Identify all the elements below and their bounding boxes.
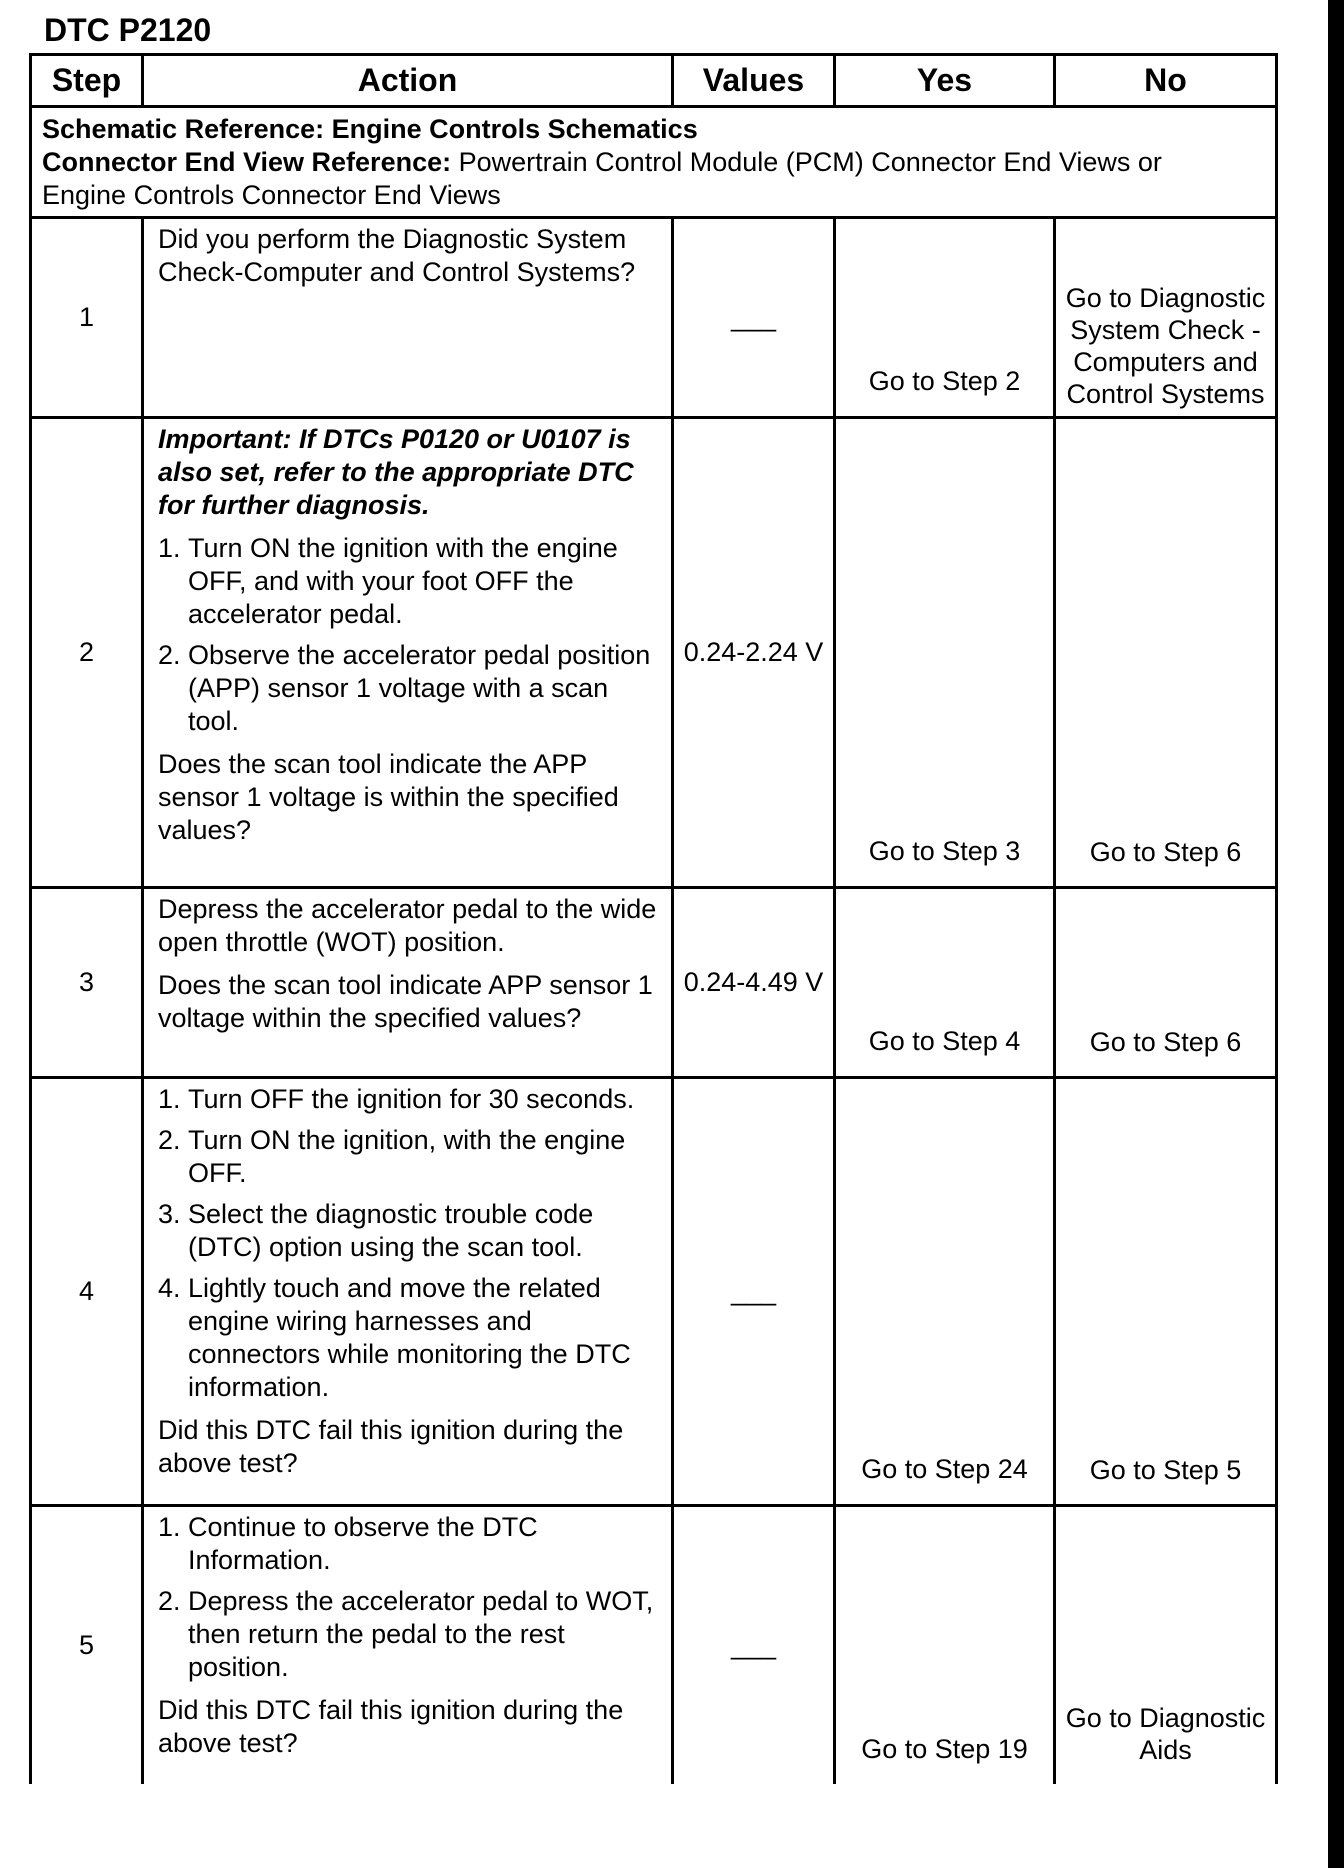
document-title: DTC P2120 [44, 12, 212, 48]
no-cell: Go to Diagnostic System Check - Computers and Control Systems [1055, 218, 1277, 418]
action-steps [158, 532, 659, 738]
action-cell [143, 1506, 673, 1784]
value-cell: ___ [673, 218, 835, 418]
action-question: Does the scan tool indicate APP sensor 1 voltage within the specified values? [158, 970, 653, 1033]
header-yes: Yes [835, 55, 1055, 107]
action-question: Did this DTC fail this ignition during the above test? [158, 1415, 624, 1478]
value-cell: 0.24-4.49 V [673, 888, 835, 1078]
reference-row [31, 107, 1277, 218]
yes-cell: Go to Step 19 [835, 1506, 1055, 1784]
step-number: 5 [31, 1506, 143, 1784]
header-action: Action [143, 55, 673, 107]
table-row [31, 218, 1277, 418]
no-cell: Go to Step 6 [1055, 418, 1277, 888]
action-steps [158, 1511, 659, 1684]
yes-cell: Go to Step 24 [835, 1078, 1055, 1506]
step-number: 1 [31, 218, 143, 418]
action-steps [158, 1083, 659, 1404]
header-row [31, 55, 1277, 107]
yes-cell: Go to Step 4 [835, 888, 1055, 1078]
connector-reference: Connector End View Reference: Powertrain Control Module (PCM) Connector End Views or [42, 147, 1162, 177]
schematic-reference: Schematic Reference: Engine Controls Schematics [42, 114, 698, 144]
action-question: Did you perform the Diagnostic System Check-Computer and Control Systems? [158, 224, 636, 287]
value-cell: ___ [673, 1078, 835, 1506]
step-number: 2 [31, 418, 143, 888]
header-step: Step [31, 55, 143, 107]
no-cell: Go to Diagnostic Aids [1055, 1506, 1277, 1784]
header-values: Values [673, 55, 835, 107]
list-item: 1. Turn ON the ignition with the engine OFF, and with your foot OFF the accelerator pedal. [158, 533, 618, 629]
table-row [31, 1506, 1277, 1784]
action-cell [143, 888, 673, 1078]
table-row [31, 418, 1277, 888]
no-cell: Go to Step 6 [1055, 888, 1277, 1078]
value-cell: 0.24-2.24 V [673, 418, 835, 888]
action-question: Does the scan tool indicate the APP sensor 1 voltage is within the specified values? [158, 749, 619, 845]
action-text: Depress the accelerator pedal to the wide open throttle (WOT) position. [158, 894, 657, 957]
list-item: 4. Lightly touch and move the related engine wiring harnesses and connectors while monitoring the DTC information. [158, 1273, 631, 1402]
action-cell [143, 218, 673, 418]
action-cell [143, 1078, 673, 1506]
action-question: Did this DTC fail this ignition during the above test? [158, 1695, 624, 1758]
step-number: 3 [31, 888, 143, 1078]
yes-cell: Go to Step 2 [835, 218, 1055, 418]
table-row [31, 1078, 1277, 1506]
value-cell: ___ [673, 1506, 835, 1784]
important-note: Important: If DTCs P0120 or U0107 is also set, refer to the appropriate DTC for further diagnosis. [158, 424, 634, 520]
list-item: 1. Turn OFF the ignition for 30 seconds. [158, 1084, 635, 1114]
list-item: 1. Continue to observe the DTC Information. [158, 1512, 538, 1575]
header-no: No [1055, 55, 1277, 107]
step-number: 4 [31, 1078, 143, 1506]
reference-cell [31, 107, 1277, 218]
action-cell [143, 418, 673, 888]
list-item: 3. Select the diagnostic trouble code (DTC) option using the scan tool. [158, 1199, 594, 1262]
list-item: 2. Observe the accelerator pedal position (APP) sensor 1 voltage with a scan tool. [158, 640, 651, 736]
no-cell: Go to Step 5 [1055, 1078, 1277, 1506]
diagnostic-table [29, 53, 1278, 1784]
list-item: 2. Depress the accelerator pedal to WOT, then return the pedal to the rest position. [158, 1586, 654, 1682]
connector-reference-continued: Engine Controls Connector End Views [42, 180, 501, 210]
table-row [31, 888, 1277, 1078]
yes-cell: Go to Step 3 [835, 418, 1055, 888]
page-edge-bar [1328, 0, 1344, 1868]
list-item: 2. Turn ON the ignition, with the engine OFF. [158, 1125, 626, 1188]
